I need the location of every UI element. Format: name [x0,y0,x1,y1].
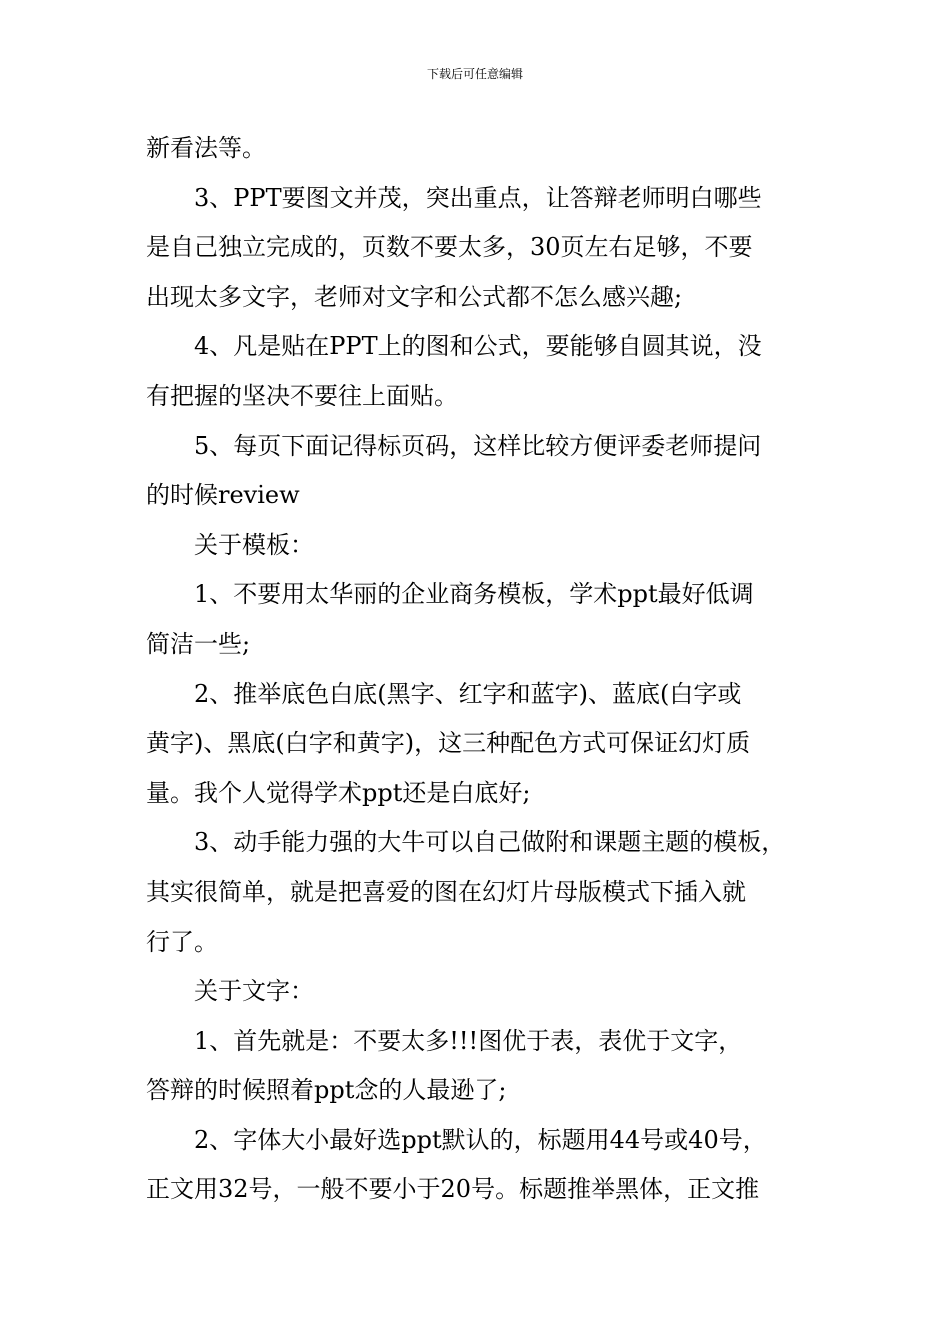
text-line: 2、字体大小最好选ppt默认的，标题用44号或40号， [194,1125,767,1154]
text-line: 3、PPT要图文并茂，突出重点，让答辩老师明白哪些 [194,183,762,212]
text-line: 行了。 [146,927,218,956]
text-line: 4、凡是贴在PPT上的图和公式，要能够自圆其说，没 [194,332,762,361]
text-line: 量。我个人觉得学术ppt还是白底好; [146,778,531,807]
text-line: 有把握的坚决不要往上面贴。 [146,381,458,410]
text-line: 2、推举底色白底(黑字、红字和蓝字)、蓝底(白字或 [194,679,742,708]
text-line: 答辩的时候照着ppt念的人最逊了; [146,1076,507,1105]
text-line: 的时候review [146,481,300,510]
text-line: 3、动手能力强的大牛可以自己做附和课题主题的模板， [194,828,786,857]
text-line: 新看法等。 [146,134,266,162]
text-line: 是自己独立完成的，页数不要太多，30页左右足够，不要 [146,233,753,262]
document-body [146,124,814,1215]
text-line: 关于文字： [194,977,314,1006]
text-line: 黄字)、黑底(白字和黄字)，这三种配色方式可保证幻灯质 [146,729,751,758]
text-line: 关于模板： [194,530,314,559]
text-line: 简洁一些; [146,629,251,658]
text-line: 1、不要用太华丽的企业商务模板，学术ppt最好低调 [194,580,754,609]
text-line: 出现太多文字，老师对文字和公式都不怎么感兴趣; [146,282,683,311]
text-line: 正文用32号，一般不要小于20号。标题推举黑体，正文推 [146,1175,760,1204]
page-header: 下载后可任意编辑 [426,67,523,81]
text-line: 1、首先就是：不要太多!!!图优于表，表优于文字， [194,1026,743,1055]
text-line: 其实很简单，就是把喜爱的图在幻灯片母版模式下插入就 [146,877,746,906]
text-line: 5、每页下面记得标页码，这样比较方便评委老师提问 [194,431,762,460]
